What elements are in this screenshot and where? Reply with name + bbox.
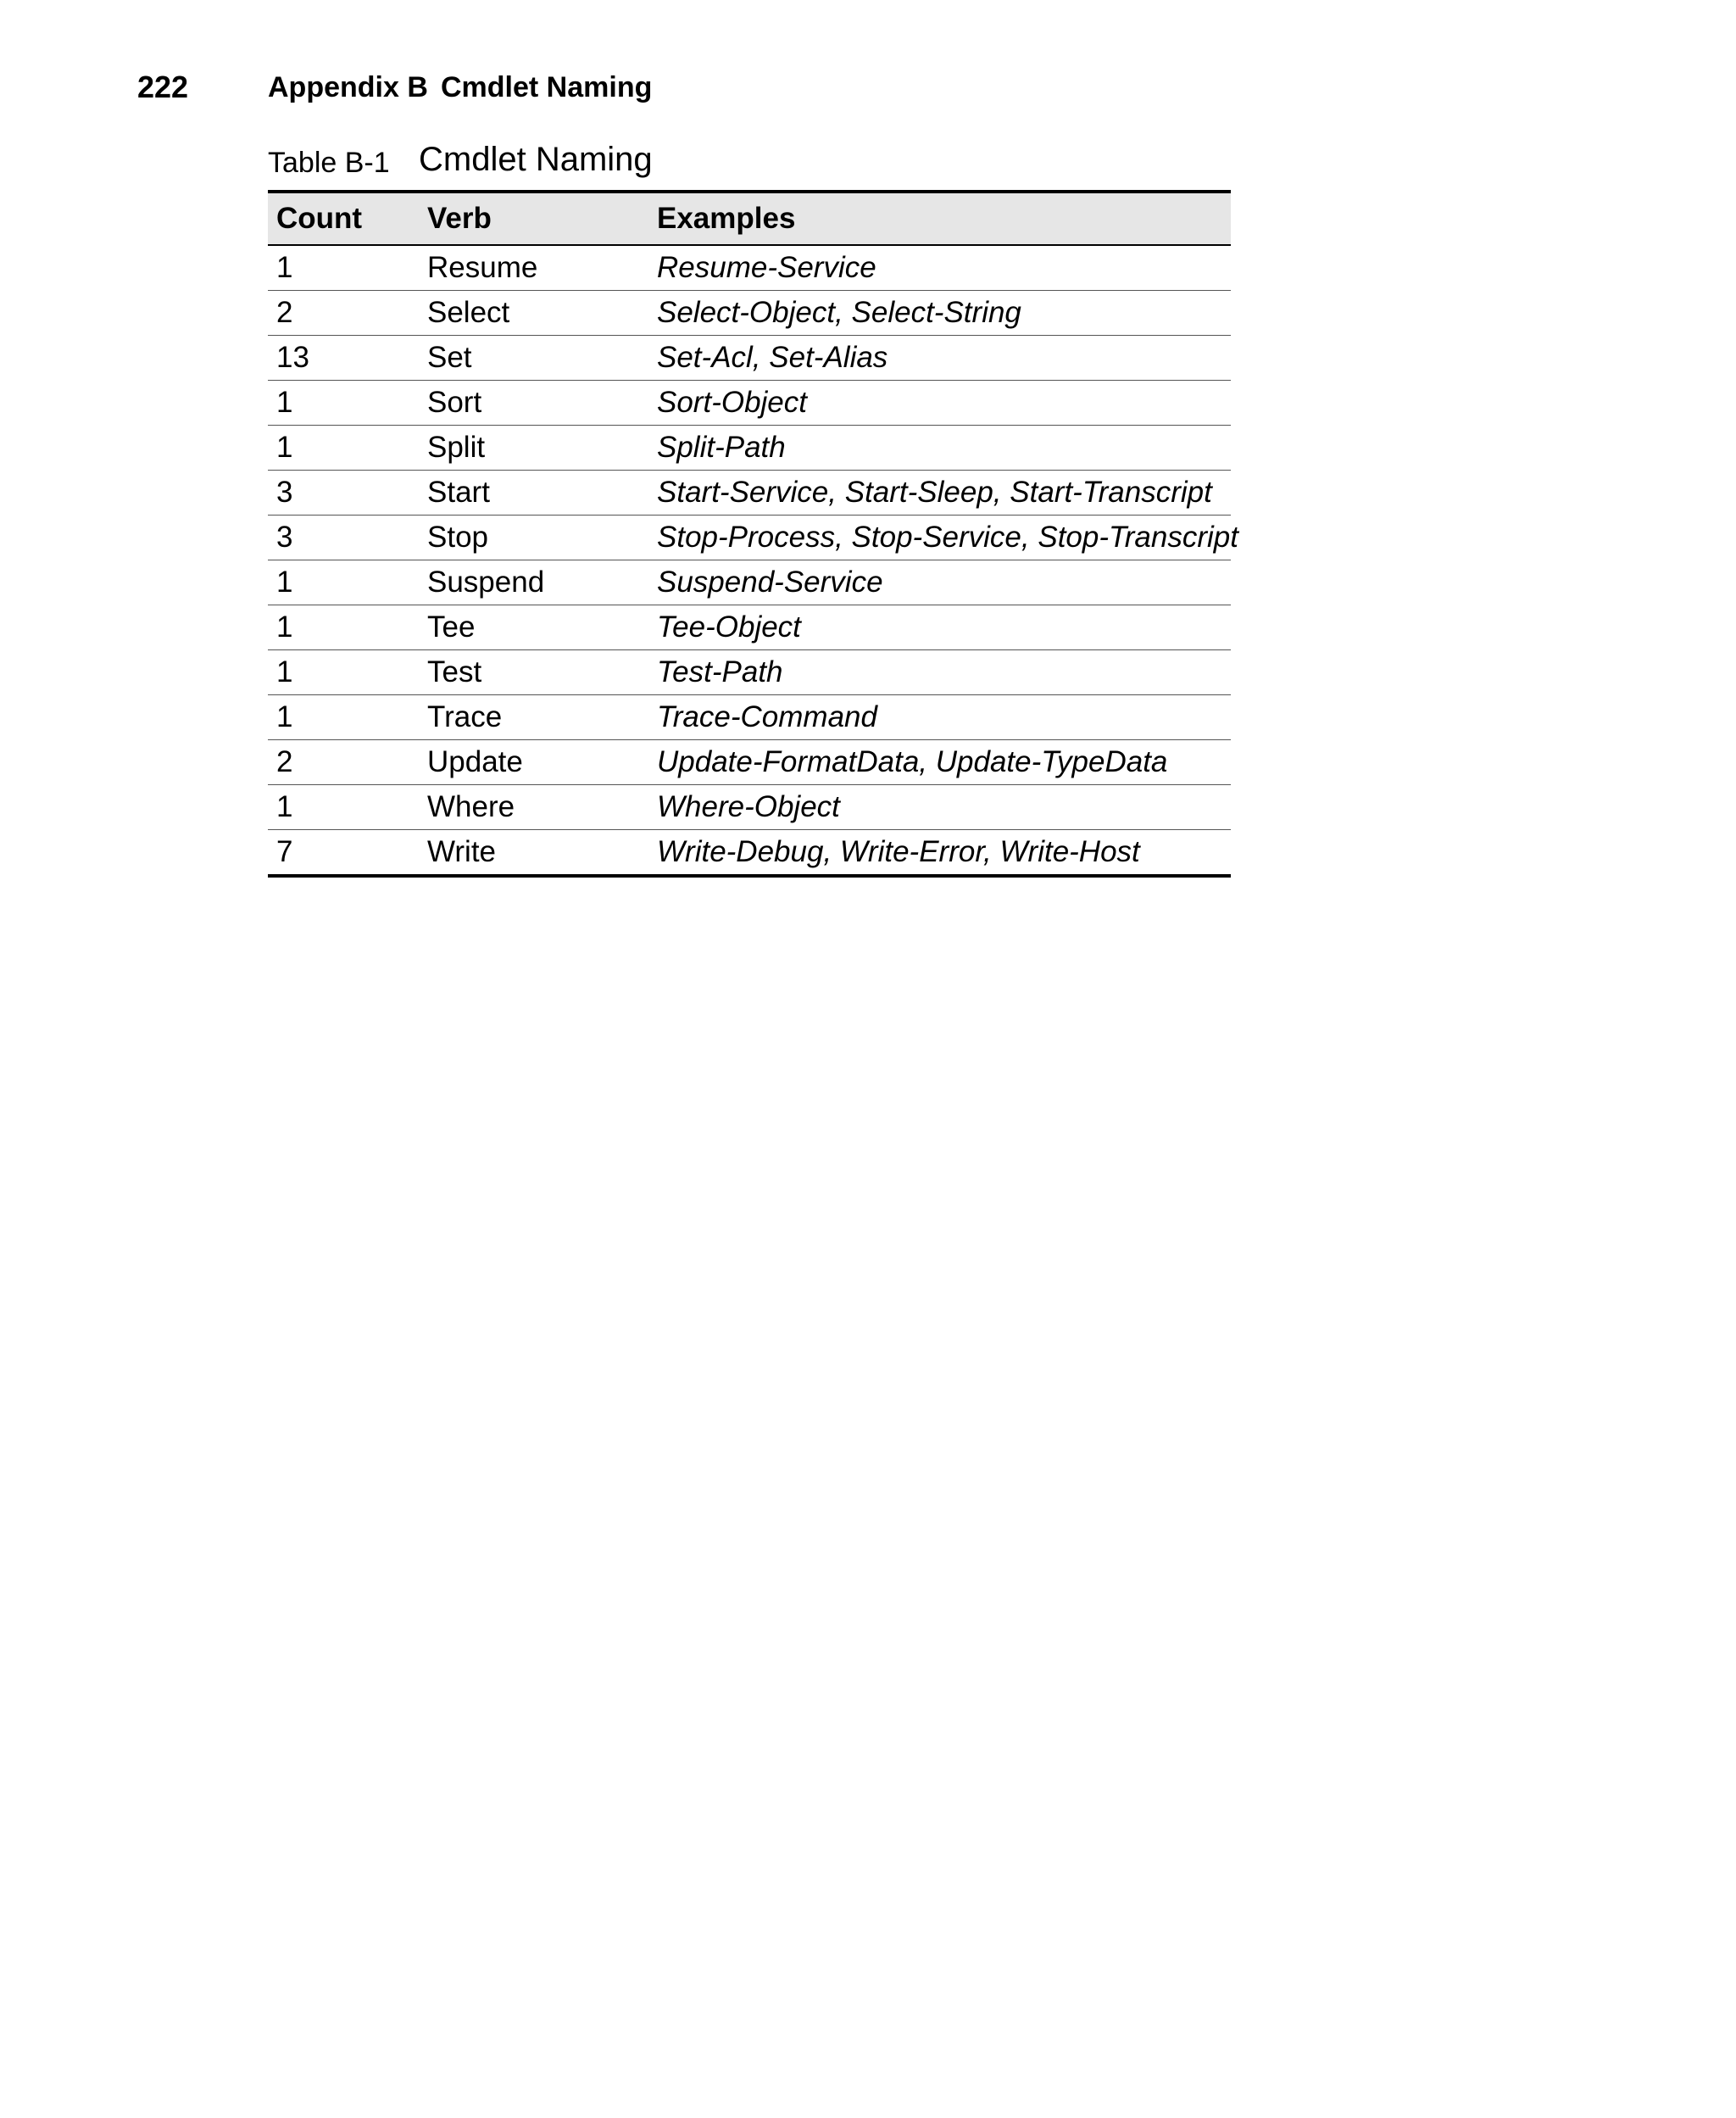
- table-row: [268, 426, 1231, 471]
- cell-verb: Trace: [419, 695, 648, 740]
- cmdlet-naming-table: [268, 190, 1238, 878]
- cell-count: 1: [268, 605, 419, 650]
- table-row: [268, 830, 1231, 877]
- table-row: [268, 650, 1231, 695]
- cell-count: 1: [268, 695, 419, 740]
- cell-count: 3: [268, 471, 419, 516]
- cell-verb: Set: [419, 336, 648, 381]
- cell-examples: Update-FormatData, Update-TypeData: [648, 740, 1231, 785]
- cell-verb: Resume: [419, 245, 648, 291]
- cell-examples: Sort-Object: [648, 381, 1231, 426]
- column-header-verb: Verb: [419, 192, 648, 245]
- column-header-examples: Examples: [648, 192, 1231, 245]
- cell-verb: Sort: [419, 381, 648, 426]
- cell-examples: Split-Path: [648, 426, 1231, 471]
- cell-verb: Select: [419, 291, 648, 336]
- table-row: [268, 381, 1231, 426]
- cell-verb: Stop: [419, 516, 648, 560]
- cell-verb: Tee: [419, 605, 648, 650]
- table-row: [268, 291, 1231, 336]
- cell-examples: Tee-Object: [648, 605, 1231, 650]
- cell-verb: Write: [419, 830, 648, 877]
- running-head-section: Appendix B: [268, 71, 428, 103]
- table-header-row: [268, 192, 1231, 245]
- table-row: [268, 560, 1231, 605]
- table-label: Table B-1: [268, 147, 390, 179]
- page-number: 222: [137, 70, 189, 104]
- cell-count: 1: [268, 560, 419, 605]
- cell-examples: Trace-Command: [648, 695, 1231, 740]
- cell-examples: Start-Service, Start-Sleep, Start-Transcript: [648, 471, 1231, 516]
- cell-count: 1: [268, 785, 419, 830]
- cell-examples: Test-Path: [648, 650, 1231, 695]
- cell-count: 3: [268, 516, 419, 560]
- cell-examples: Select-Object, Select-String: [648, 291, 1231, 336]
- running-head: [137, 66, 1324, 109]
- cell-count: 1: [268, 381, 419, 426]
- cell-count: 1: [268, 245, 419, 291]
- cell-count: 2: [268, 740, 419, 785]
- cell-count: 2: [268, 291, 419, 336]
- cell-count: 7: [268, 830, 419, 877]
- cell-verb: Split: [419, 426, 648, 471]
- running-head-chapter-title: Cmdlet Naming: [441, 71, 653, 103]
- cell-count: 1: [268, 650, 419, 695]
- cell-verb: Start: [419, 471, 648, 516]
- table-row: [268, 740, 1231, 785]
- table-row: [268, 245, 1231, 291]
- cell-examples: Stop-Process, Stop-Service, Stop-Transcript: [648, 516, 1231, 560]
- column-header-count: Count: [268, 192, 419, 245]
- table-row: [268, 516, 1231, 560]
- cell-verb: Test: [419, 650, 648, 695]
- table-caption: [268, 134, 1285, 185]
- table-row: [268, 785, 1231, 830]
- cell-examples: Set-Acl, Set-Alias: [648, 336, 1231, 381]
- table-row: [268, 336, 1231, 381]
- table-row: [268, 605, 1231, 650]
- table-title: Cmdlet Naming: [419, 141, 653, 178]
- cell-examples: Resume-Service: [648, 245, 1231, 291]
- cell-examples: Suspend-Service: [648, 560, 1231, 605]
- cell-verb: Suspend: [419, 560, 648, 605]
- table-row: [268, 471, 1231, 516]
- cell-examples: Where-Object: [648, 785, 1231, 830]
- cell-verb: Where: [419, 785, 648, 830]
- table-row: [268, 695, 1231, 740]
- cell-examples: Write-Debug, Write-Error, Write-Host: [648, 830, 1231, 877]
- cell-count: 13: [268, 336, 419, 381]
- cell-verb: Update: [419, 740, 648, 785]
- cell-count: 1: [268, 426, 419, 471]
